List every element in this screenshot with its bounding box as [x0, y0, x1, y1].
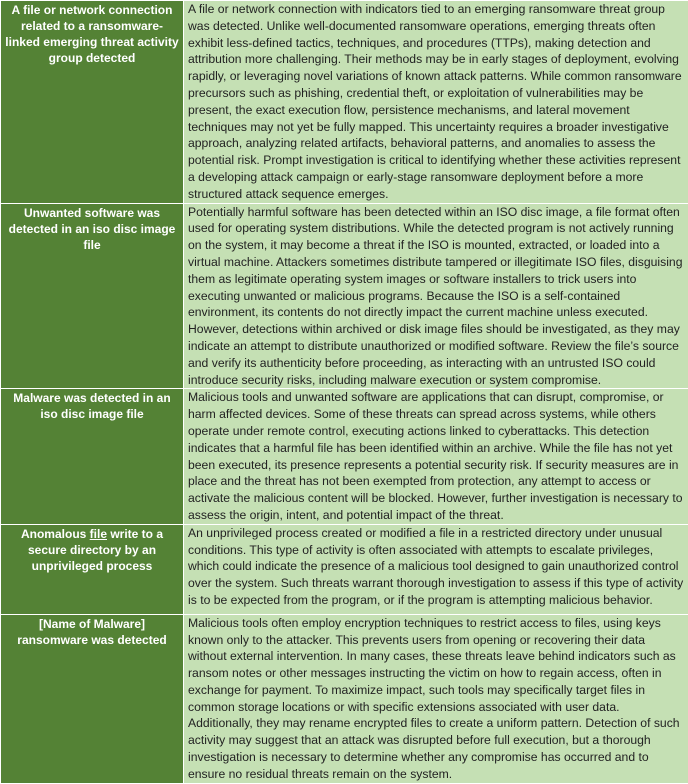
table-row — [1, 203, 688, 389]
alert-title: Unwanted software was detected in an iso disc image file — [1, 203, 184, 389]
alert-description: An unprivileged process created or modified a file in a restricted directory under unusual conditions. This type of activity is often associated with attempts to escalate privileges, which could indicate the presence of a malicious tool designed to gain unauthorized control over the system. Such threats warrant thorough investigation to assess if this type of activity is to be expected from the program, or if the program is attempting malicious behavior. — [184, 524, 688, 614]
alert-title — [1, 524, 184, 614]
table-row — [1, 524, 688, 614]
alert-title-part: Anomalous — [21, 527, 90, 541]
table-row — [1, 614, 688, 783]
alert-title: Malware was detected in an iso disc image file — [1, 389, 184, 524]
alert-title: [Name of Malware] ransomware was detected — [1, 614, 184, 783]
alert-title-underlined-word: file — [90, 527, 107, 541]
table-row — [1, 389, 688, 524]
alert-description: Potentially harmful software has been detected within an ISO disc image, a file format often used for operating system distributions. While the detected program is not actively running on the system, it may become a threat if the ISO is mounted, extracted, or loaded into a virtual machine. Attackers sometimes distribute tampered or illegitimate ISO files, disguising them as legitimate operating system images or software installers to trick users into executing unwanted or malicious programs. Because the ISO is a self-contained environment, its contents do not directly impact the current machine unless executed. However, detections within archived or disk image files should be investigated, as they may indicate an attempt to distribute unauthorized or modified software. Review the file’s source and verify its authenticity before proceeding, as interacting with an untrusted ISO could introduce security risks, including malware execution or system compromise. — [184, 203, 688, 389]
alert-description: Malicious tools often employ encryption techniques to restrict access to files, using keys known only to the attacker. This prevents users from opening or recovering their data without external intervention. In many cases, these threats leave behind indicators such as ransom notes or other messages instructing the victim on how to regain access, often in exchange for payment. To maximize impact, such tools may specifically target files in common storage locations or with specific extensions associated with user data. Additionally, they may rename encrypted files to create a uniform pattern. Detection of such activity may suggest that an attack was disrupted before full execution, but a thorough investigation is necessary to determine whether any compromise has occurred and to ensure no residual threats remain on the system. — [184, 614, 688, 783]
table-row — [1, 1, 688, 204]
alert-description: Malicious tools and unwanted software are applications that can disrupt, compromise, or harm affected devices. Some of these threats can spread across systems, while others operate under remote control, executing actions linked to cyberattacks. This detection indicates that a harmful file has been identified within an archive. While the file has not yet been executed, its presence represents a potential security risk. If security measures are in place and the threat has not been exempted from protection, any attempt to access or activate the malicious content will be blocked. However, further investigation is necessary to assess the origin, intent, and potential impact of the threat. — [184, 389, 688, 524]
alert-description: A file or network connection with indicators tied to an emerging ransomware threat group was detected. Unlike well-documented ransomware operations, emerging threats often exhibit less-defined tactics, techniques, and procedures (TTPs), making detection and attribution more challenging. Their methods may be in early stages of deployment, evolving rapidly, or leveraging novel variations of known attack patterns. While common ransomware precursors such as phishing, credential theft, or exploitation of vulnerabilities may be present, the exact execution flow, persistence mechanisms, and lateral movement techniques may not yet be fully mapped. This uncertainty requires a broader investigative approach, analyzing related artifacts, behavioral patterns, and anomalies to assess the potential risk. Prompt investigation is critical to identifying whether these activities represent a developing attack campaign or early-stage ransomware deployment before a more structured attack sequence emerges. — [184, 1, 688, 204]
alert-title: A file or network connection related to a ransomware-linked emerging threat activity group detected — [1, 1, 184, 204]
alert-title-part: write to a secure directory by an unprivileged process — [28, 527, 163, 573]
